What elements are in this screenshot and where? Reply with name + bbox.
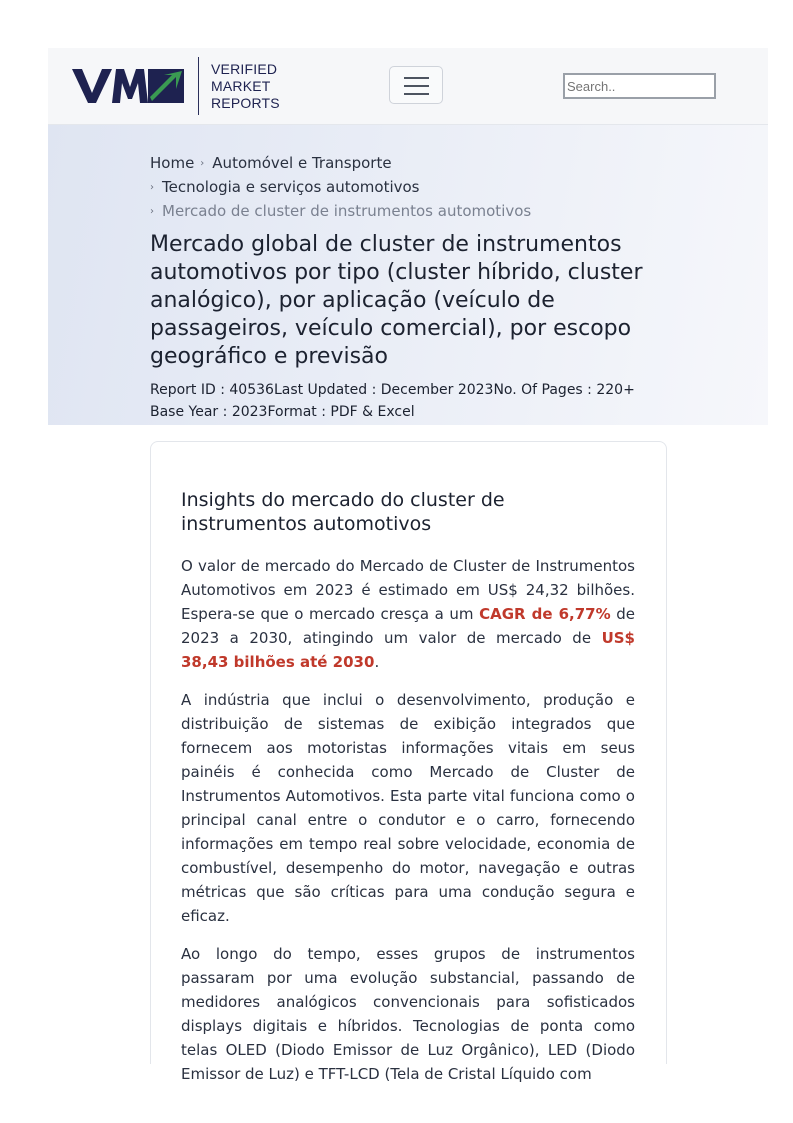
logo[interactable]: [72, 56, 280, 116]
logo-line: MARKET: [211, 77, 271, 94]
site-header: [48, 48, 768, 125]
logo-line: VERIFIED: [211, 60, 278, 77]
paragraph-definition: A indústria que inclui o desenvolvimento, produção e distribuição de sistemas de exibição integrados que fornecem aos motoristas informações vitais em seus painéis é conhecida como Mercado de Cluster de Instrumentos Automotivos. Esta parte vital funciona como o principal canal entre o condutor e o carro, fornecendo informações em tempo real sobre velocidade, economia de combustível, desempenho do motor, navegação e outras métricas que são críticas para uma condução segura e eficaz.: [181, 691, 635, 925]
paragraph-market-value: [181, 554, 635, 674]
logo-divider: [198, 57, 199, 115]
chevron-right-icon: ›: [150, 205, 154, 217]
content-card: [150, 441, 667, 1083]
paragraph-evolution: Ao longo do tempo, esses grupos de instrumentos passaram por uma evolução substancial, passando de medidores analógicos convencionais para sofisticados displays digitais e híbridos. Tecnologias de ponta como telas OLED (Diodo Emissor de Luz Orgânico), LED (Diodo Emissor de Luz) e TFT-LCD (Tela de Cristal Líquido com: [181, 945, 635, 1083]
cagr-highlight: CAGR de 6,77%: [479, 605, 611, 623]
last-updated-label: Last Updated :: [273, 382, 381, 398]
hamburger-icon: [404, 85, 429, 87]
pages-value: 220+: [596, 382, 635, 398]
breadcrumb-current: Mercado de cluster de instrumentos automotivos: [162, 202, 532, 220]
breadcrumb: [150, 151, 531, 223]
logo-line: REPORTS: [211, 94, 280, 111]
format-value: PDF & Excel: [330, 404, 415, 420]
base-year-value: 2023: [231, 404, 268, 420]
format-label: Format :: [267, 404, 331, 420]
report-id-label: Report ID :: [150, 382, 230, 398]
vmr-logo-icon: [72, 67, 184, 105]
pages-label: No. Of Pages :: [493, 382, 597, 398]
last-updated-value: December 2023: [380, 382, 494, 398]
hamburger-icon: [404, 77, 429, 79]
menu-toggle-button[interactable]: [389, 66, 443, 104]
breadcrumb-home[interactable]: Home: [150, 154, 195, 172]
hero-section: [48, 125, 768, 425]
section-heading: Insights do mercado do cluster de instrumentos automotivos: [181, 489, 505, 535]
meta-row: [150, 379, 635, 401]
report-meta: [150, 379, 635, 423]
chevron-right-icon: ›: [200, 157, 205, 169]
meta-row: [150, 401, 635, 423]
breadcrumb-subcategory[interactable]: Tecnologia e serviços automotivos: [162, 178, 420, 196]
text: de 2023 a 2030, atingindo um valor de mercado de: [181, 605, 635, 647]
page: [48, 48, 768, 1083]
chevron-right-icon: ›: [150, 181, 154, 193]
base-year-label: Base Year :: [150, 404, 232, 420]
text: .: [374, 653, 380, 671]
text: O valor de mercado do Mercado de Cluster de Instrumentos Automotivos em 2023 é estimado em US$ 24,32 bilhões. Espera-se que o mercado cresça a um: [181, 557, 635, 623]
search-input[interactable]: [563, 73, 716, 99]
report-id-value: 40536: [229, 382, 274, 398]
hamburger-icon: [404, 93, 429, 95]
market-value-highlight: US$ 38,43 bilhões até 2030: [181, 629, 635, 671]
breadcrumb-category[interactable]: Automóvel e Transporte: [212, 154, 392, 172]
logo-text: [211, 61, 280, 112]
page-title: Mercado global de cluster de instrumentos automotivos por tipo (cluster híbrido, cluster analógico), por aplicação (veículo de passageiros, veículo comercial), por escopo geográfico e previsão: [150, 232, 643, 369]
